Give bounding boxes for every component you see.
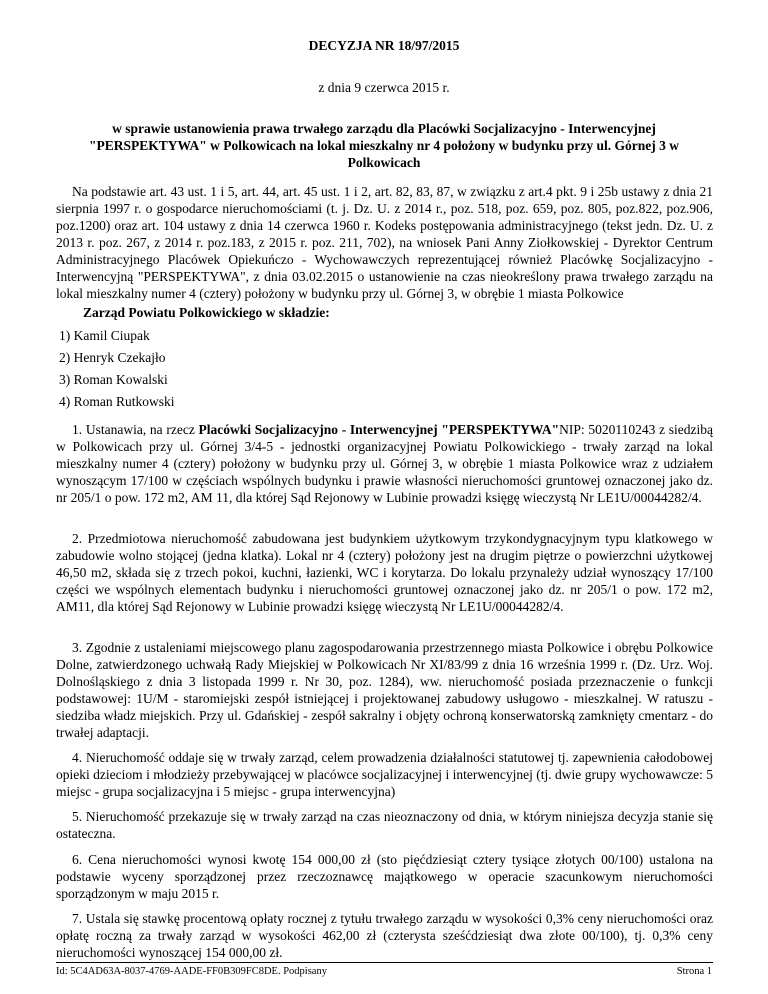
decision-subject: w sprawie ustanowienia prawa trwałego zarządu dla Placówki Socjalizacyjno - Interwencyjnej "PERSPEKTYWA" w Polkowicach na lokal mieszkalny nr 4 położony w budynku przy ul. Górnej 3 w Polkowicach [88,121,680,170]
page-number: Strona 1 [676,966,712,977]
paragraph-1 [56,421,713,506]
paragraph-1-rest: NIP: 5020110243 z siedzibą w Polkowicach przy ul. Górnej 3/4-5 - jednostki organizacyjnej Powiatu Polkowickiego - trwały zarząd na lokal mieszkalny numer 4 (cztery) położony w budynku przy ul. Górnej 3, w obrębie 1 miasta Polkowice wraz z udziałem wynoszącym 17/100 w częściach wspólnych budynku i prawie własności nieruchomości gruntowej oznaczonej jako dz. nr 205/1 o pow. 172 m2, AM 11, dla której Sąd Rejonowy w Lubinie prowadzi księgę wieczystą Nr LE1U/00044282/4. [56,422,713,505]
decision-title: DECYZJA NR 18/97/2015 [308,38,460,53]
paragraph-2: 2. Przedmiotowa nieruchomość zabudowana jest budynkiem użytkowym trzykondygnacyjnym typu klatkowego w zabudowie wolno stojącej (jedna klatka). Lokal nr 4 (cztery) położony jest na drugim piętrze o powierzchni użytkowej 46,50 m2, składa się z trzech pokoi, kuchni, łazienki, WC i korytarza. Do lokalu przynależy udział wynoszący 17/100 części we wspólnych elementach budynku i nieruchomości gruntowej oznaczonej jako dz. nr 205/1 o pow. 172 m2, AM11, dla której Sąd Rejonowy w Lubinie prowadzi księgę wieczystą Nr LE1U/00044282/4. [56,531,713,614]
board-member: 2) Henryk Czekajło [59,350,166,365]
document-id: Id: 5C4AD63A-8037-4769-AADE-FF0B309FC8DE. Podpisany [56,966,327,977]
footer-divider [56,962,713,963]
paragraph-6: 6. Cena nieruchomości wynosi kwotę 154 000,00 zł (sto pięćdziesiąt cztery tysiące złotych 00/100) ustalona na podstawie wyceny sporządzonej przez rzeczoznawcę majątkowego w operacie szacunkowym nieruchomości sporządzonym w maju 2015 r. [56,852,713,901]
board-member: 1) Kamil Ciupak [59,328,150,343]
paragraph-3: 3. Zgodnie z ustaleniami miejscowego planu zagospodarowania przestrzennego miasta Polkowice i obrębu Polkowice Dolne, zatwierdzonego uchwałą Rady Miejskiej w Polkowicach Nr XI/83/99 z dnia 16 września 1999 r. (Dz. Urz. Woj. Dolnośląskiego z dnia 3 listopada 1999 r. Nr 30, poz. 1284), ww. nieruchomość posiada przeznaczenie o funkcji podstawowej: 1U/M - staromiejski zespół istniejącej i projektowanej zabudowy usługowo - mieszkalnej. W ratuszu - siedziba władz miejskich. Przy ul. Gdańskiej - zespół sakralny i objęty ochroną konserwatorską zamknięty cmentarz - do trwałej adaptacji. [56,640,713,740]
paragraph-7: 7. Ustala się stawkę procentową opłaty rocznej z tytułu trwałego zarządu w wysokości 0,3% ceny nieruchomości oraz opłatę roczną za trwały zarząd w wysokości 462,00 zł (czterysta sześćdziesiąt dwa złote 00/100), tj. 0,3% ceny nieruchomości wynoszącej 154 000,00 zł. [56,911,713,960]
board-member: 3) Roman Kowalski [59,372,168,387]
paragraph-1-institution: Placówki Socjalizacyjno - Interwencyjnej "PERSPEKTYWA" [198,422,560,437]
paragraph-5: 5. Nieruchomość przekazuje się w trwały zarząd na czas nieoznaczony od dnia, w którym niniejsza decyzja stanie się ostateczna. [56,809,713,841]
paragraph-1-lead: 1. Ustanawia, na rzecz [72,422,199,437]
board-heading: Zarząd Powiatu Polkowickiego w składzie: [83,305,330,320]
board-member: 4) Roman Rutkowski [59,394,175,409]
decision-date: z dnia 9 czerwca 2015 r. [318,80,450,95]
paragraph-4: 4. Nieruchomość oddaje się w trwały zarząd, celem prowadzenia działalności statutowej tj. zapewnienia całodobowej opieki dzieciom i młodzieży przebywającej w placówce socjalizacyjnej i interwencyjnej (tj. dwie grupy wychowawcze: 5 miejsc - grupa socjalizacyjna i 5 miejsc - grupa interwencyjna) [56,750,713,799]
legal-basis-paragraph: Na podstawie art. 43 ust. 1 i 5, art. 44, art. 45 ust. 1 i 2, art. 82, 83, 87, w związku z art.4 pkt. 9 i 25b ustawy z dnia 21 sierpnia 1997 r. o gospodarce nieruchomościami (t. j. Dz. U. z 2014 r., poz. 518, poz. 659, poz. 805, poz.822, poz.906, poz.1200) oraz art. 104 ustawy z dnia 14 czerwca 1960 r. Kodeks postępowania administracyjnego (tekst jedn. Dz. U. z 2013 r. poz. 267, z 2014 r. poz.183, z 2015 r. poz. 211, 702), na wniosek Pani Anny Ziołkowskiej - Dyrektor Centrum Administracyjnego Placówek Opiekuńczo - Wychowawczych reprezentującej również Placówkę Socjalizacyjno - Interwencyjną "PERSPEKTYWA", z dnia 03.02.2015 o ustanowienie na czas nieokreślony prawa trwałego zarządu na lokal mieszkalny numer 4 (cztery) położony w budynku przy ul. Górnej 3, w obrębie 1 miasta Polkowice [56,184,713,301]
